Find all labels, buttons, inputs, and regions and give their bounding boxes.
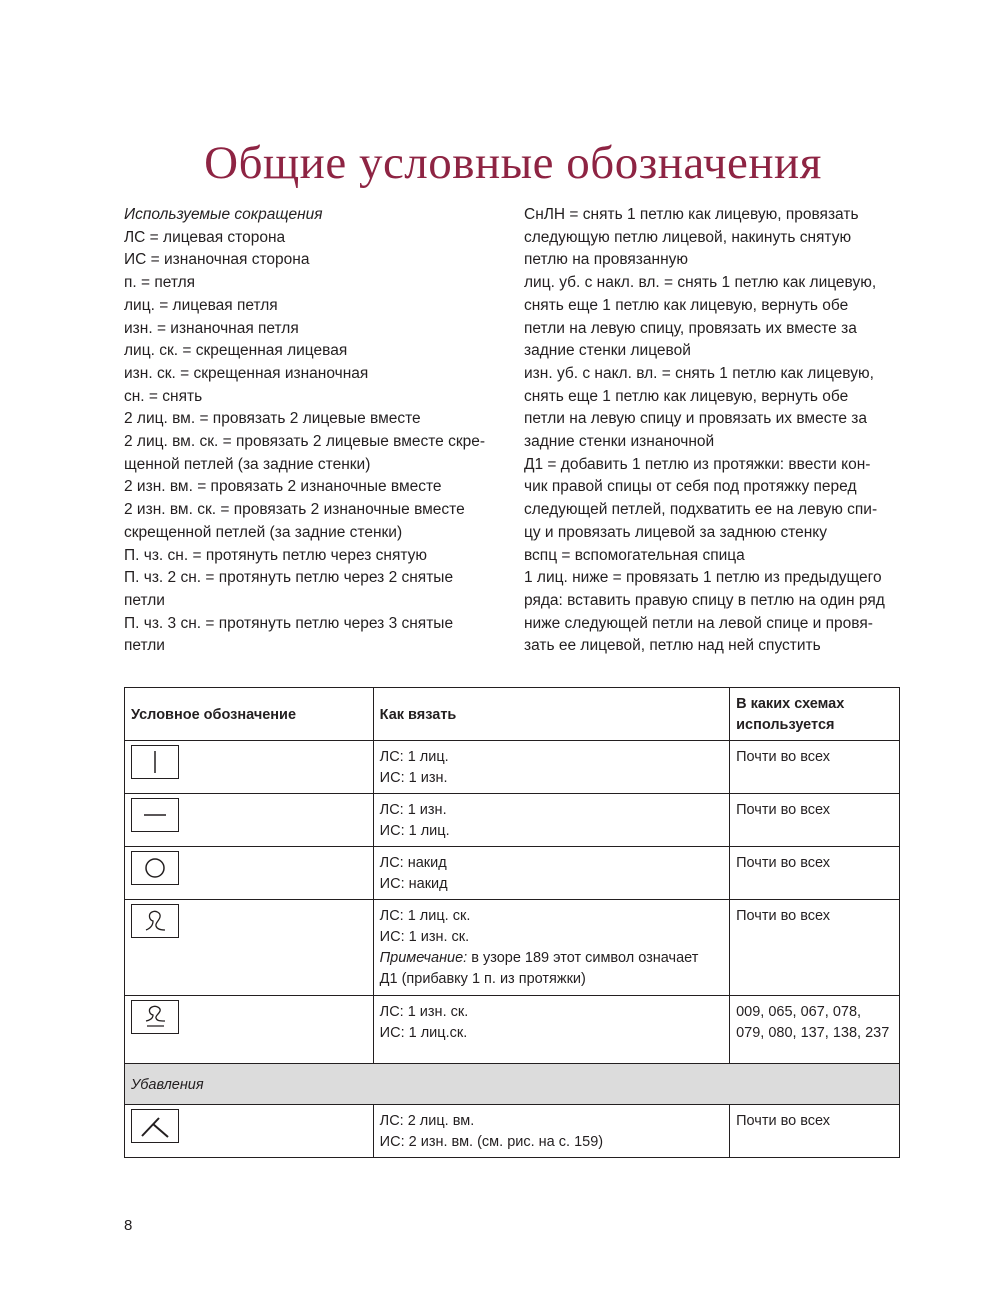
twisted-loop-underline-icon bbox=[131, 1000, 179, 1034]
abbreviation-line: Д1 = добавить 1 петлю из протяжки: ввести кон- bbox=[524, 455, 871, 473]
used-cell: Почти во всех bbox=[730, 741, 900, 794]
abbreviation-line: петлю на провязанную bbox=[524, 251, 689, 269]
note-label: Примечание: bbox=[379, 950, 468, 966]
abbreviation-line: изн. = изнаночная петля bbox=[124, 319, 299, 337]
abbreviation-line: лиц. = лицевая петля bbox=[124, 296, 278, 314]
abbreviation-line: скрещенной петлей (за задние стенки) bbox=[124, 523, 403, 541]
header-used-in-line: В каких схемах bbox=[736, 696, 845, 712]
abbreviation-line: 1 лиц. ниже = провязать 1 петлю из предыдущего bbox=[524, 569, 882, 587]
abbreviation-line: следующую петлю лицевой, накинуть снятую bbox=[524, 228, 852, 246]
symbol-cell bbox=[125, 847, 374, 900]
how-line: ЛС: накид bbox=[379, 855, 447, 871]
abbreviation-line: вспц = вспомогательная спица bbox=[524, 546, 745, 564]
table-row bbox=[125, 794, 900, 847]
header-used-in-line: используется bbox=[736, 717, 835, 733]
abbreviation-line: петли bbox=[124, 591, 165, 609]
used-line: 009, 065, 067, 078, bbox=[736, 1004, 862, 1020]
how-line: ЛС: 1 лиц. ск. bbox=[379, 908, 471, 924]
how-line: ЛС: 1 лиц. bbox=[379, 749, 449, 765]
page-number: 8 bbox=[124, 1217, 133, 1234]
how-line: ЛС: 1 изн. ск. bbox=[379, 1004, 469, 1020]
how-cell bbox=[373, 996, 729, 1064]
how-cell bbox=[373, 900, 729, 996]
symbol-cell bbox=[125, 1105, 374, 1158]
header-how-to-knit: Как вязать bbox=[373, 688, 729, 741]
used-cell: Почти во всех bbox=[730, 900, 900, 996]
section-row bbox=[125, 1064, 900, 1105]
used-line: 079, 080, 137, 138, 237 bbox=[736, 1025, 890, 1041]
abbreviation-line: ниже следующей петли на левой спице и провя- bbox=[524, 614, 873, 632]
symbol-cell bbox=[125, 996, 374, 1064]
abbreviation-line: ЛС = лицевая сторона bbox=[124, 228, 286, 246]
abbreviation-line: петли bbox=[124, 637, 165, 655]
abbreviation-line: П. чз. сн. = протянуть петлю через снятую bbox=[124, 546, 427, 564]
how-line: ЛС: 1 изн. bbox=[379, 802, 447, 818]
symbol-cell bbox=[125, 741, 374, 794]
abbreviation-line: петли на левую спицу и провязать их вместе за bbox=[524, 410, 868, 428]
vertical-line-icon bbox=[131, 745, 179, 779]
how-line: ИС: 1 лиц.ск. bbox=[379, 1025, 468, 1041]
abbreviation-line: ряда: вставить правую спицу в петлю на один ряд bbox=[524, 591, 885, 609]
used-cell: Почти во всех bbox=[730, 1105, 900, 1158]
abbreviation-line: следующей петлей, подхватить ее на левую спи- bbox=[524, 501, 878, 519]
abbreviation-line: петли на левую спицу, провязать их вместе за bbox=[524, 319, 857, 337]
how-cell bbox=[373, 1105, 729, 1158]
note-line bbox=[380, 948, 723, 969]
abbreviation-line: чик правой спицы от себя под протяжку перед bbox=[524, 478, 857, 496]
abbreviation-line: 2 изн. вм. = провязать 2 изнаночные вместе bbox=[124, 478, 442, 496]
table-row bbox=[125, 1105, 900, 1158]
how-cell bbox=[373, 741, 729, 794]
note-text: в узоре 189 этот символ означает bbox=[467, 950, 699, 966]
right-slant-decrease-icon bbox=[131, 1109, 179, 1143]
used-cell: Почти во всех bbox=[730, 847, 900, 900]
how-line: ИС: 1 изн. ск. bbox=[379, 929, 470, 945]
abbreviations-heading: Используемые сокращения bbox=[124, 206, 323, 223]
how-cell bbox=[373, 847, 729, 900]
table-row bbox=[125, 900, 900, 996]
table-row bbox=[125, 741, 900, 794]
how-line: ЛС: 2 лиц. вм. bbox=[379, 1113, 475, 1129]
abbreviation-line: 2 изн. вм. ск. = провязать 2 изнаночные вместе bbox=[124, 501, 465, 519]
abbreviation-line: п. = петля bbox=[124, 274, 196, 292]
abbreviation-line: зать ее лицевой, петлю над ней спустить bbox=[524, 637, 821, 655]
abbreviation-line: задние стенки изнаночной bbox=[524, 433, 715, 451]
how-line: ИС: 2 изн. вм. (см. рис. на с. 159) bbox=[379, 1134, 604, 1150]
header-symbol: Условное обозначение bbox=[125, 688, 374, 741]
how-line: ИС: 1 изн. bbox=[379, 770, 448, 786]
abbreviation-line: изн. уб. с накл. вл. = снять 1 петлю как лицевую, bbox=[524, 364, 874, 382]
how-cell bbox=[373, 794, 729, 847]
abbreviations-left-column bbox=[124, 204, 504, 658]
table-header-row bbox=[125, 688, 900, 741]
used-cell: Почти во всех bbox=[730, 794, 900, 847]
symbol-cell bbox=[125, 794, 374, 847]
circle-icon bbox=[131, 851, 179, 885]
abbreviation-line: лиц. ск. = скрещенная лицевая bbox=[124, 342, 348, 360]
abbreviation-line: изн. ск. = скрещенная изнаночная bbox=[124, 364, 369, 382]
abbreviation-line: СнЛН = снять 1 петлю как лицевую, провязать bbox=[524, 206, 859, 223]
section-label: Убавления bbox=[125, 1064, 900, 1105]
abbreviation-line: ИС = изнаночная сторона bbox=[124, 251, 310, 269]
page-title: Общие условные обозначения bbox=[204, 137, 822, 189]
how-line: ИС: накид bbox=[379, 876, 448, 892]
abbreviation-line: П. чз. 3 сн. = протянуть петлю через 3 снятые bbox=[124, 614, 454, 632]
abbreviation-line: 2 лиц. вм. = провязать 2 лицевые вместе bbox=[124, 410, 421, 428]
table-row bbox=[125, 847, 900, 900]
abbreviation-line: снять еще 1 петлю как лицевую, вернуть обе bbox=[524, 387, 849, 405]
twisted-loop-icon bbox=[131, 904, 179, 938]
abbreviation-line: щенной петлей (за задние стенки) bbox=[124, 455, 371, 473]
symbol-cell bbox=[125, 900, 374, 996]
abbreviation-line: П. чз. 2 сн. = протянуть петлю через 2 снятые bbox=[124, 569, 454, 587]
abbreviation-line: лиц. уб. с накл. вл. = снять 1 петлю как лицевую, bbox=[524, 274, 877, 292]
header-used-in bbox=[730, 688, 900, 741]
table-row bbox=[125, 996, 900, 1064]
horizontal-line-icon bbox=[131, 798, 179, 832]
used-cell bbox=[730, 996, 900, 1064]
abbreviation-line: цу и провязать лицевой за заднюю стенку bbox=[524, 523, 828, 541]
abbreviation-line: сн. = снять bbox=[124, 387, 203, 405]
how-line: ИС: 1 лиц. bbox=[379, 823, 450, 839]
note-line: Д1 (прибавку 1 п. из протяжки) bbox=[379, 971, 586, 987]
abbreviation-line: снять еще 1 петлю как лицевую, вернуть обе bbox=[524, 296, 849, 314]
abbreviation-line: задние стенки лицевой bbox=[524, 342, 691, 360]
abbreviations-right-column bbox=[524, 204, 906, 658]
abbreviation-line: 2 лиц. вм. ск. = провязать 2 лицевые вместе скре- bbox=[124, 433, 486, 451]
symbols-table bbox=[124, 687, 900, 1158]
